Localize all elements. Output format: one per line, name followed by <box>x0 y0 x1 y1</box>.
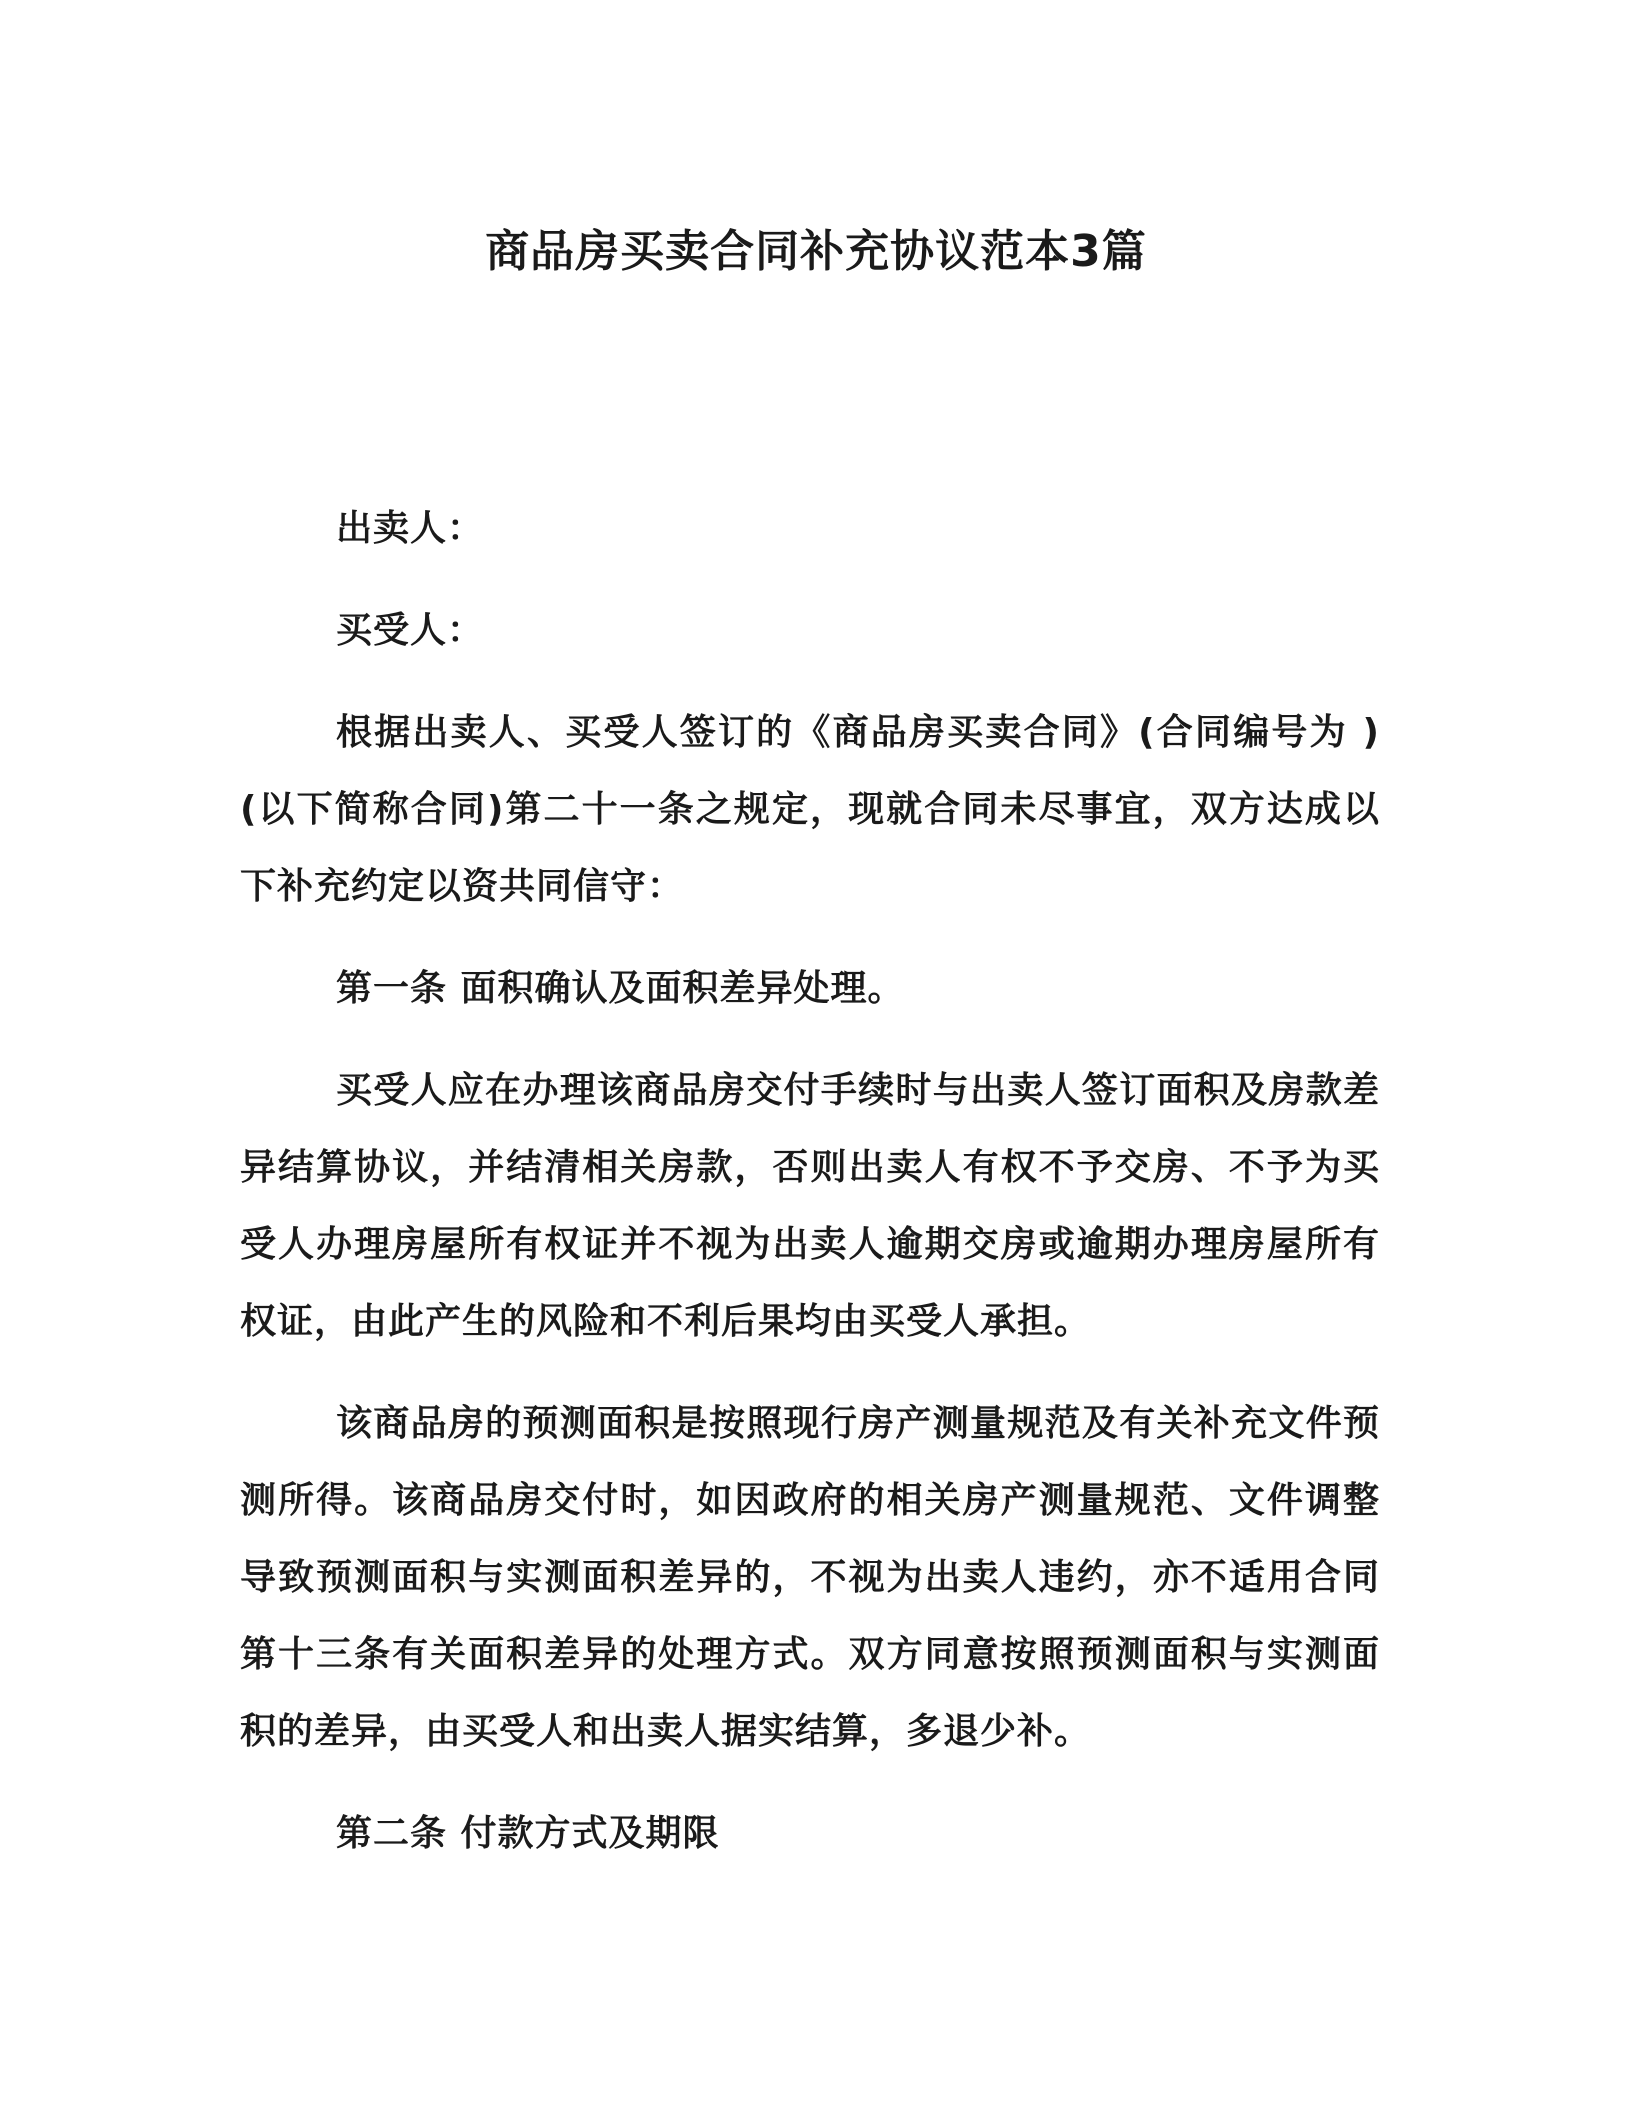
article-1-heading: 第一条 面积确认及面积差异处理。 <box>336 968 905 1009</box>
article-1-paragraph-1: 买受人应在办理该商品房交付手续时与出卖人签订面积及房款差异结算协议，并结清相关房款，否则出卖人有权不予交房、不予为买受人办理房屋所有权证并不视为出卖人逾期交房或逾期办理房屋所有权证，由此产生的风险和不利后果均由买受人承担。 <box>240 1070 1380 1342</box>
buyer-line: 买受人： <box>336 610 485 651</box>
article-1-paragraph-2: 该商品房的预测面积是按照现行房产测量规范及有关补充文件预测所得。该商品房交付时，如因政府的相关房产测量规范、文件调整导致预测面积与实测面积差异的，不视为出卖人违约，亦不适用合同第十三条有关面积差异的处理方式。双方同意按照预测面积与实测面积的差异，由买受人和出卖人据实结算，多退少补。 <box>240 1403 1380 1752</box>
document-body <box>240 490 1380 1897</box>
document-title: 商品房买卖合同补充协议范本3篇 <box>485 226 1147 277</box>
seller-line: 出卖人： <box>336 508 485 549</box>
article-2-heading: 第二条 付款方式及期限 <box>336 1813 720 1854</box>
preamble-paragraph: 根据出卖人、买受人签订的《商品房买卖合同》(合同编号为 )(以下简称合同)第二十一条之规定，现就合同未尽事宜，双方达成以下补充约定以资共同信守： <box>240 712 1380 907</box>
